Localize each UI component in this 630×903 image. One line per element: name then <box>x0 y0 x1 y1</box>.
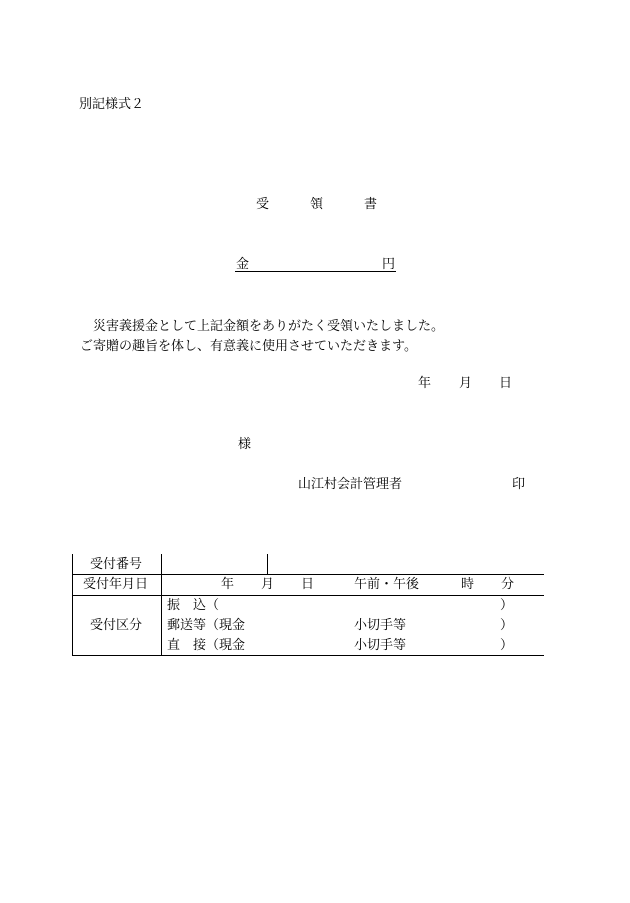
amount-underline <box>235 271 396 272</box>
receipt-number-label: 受付番号 <box>90 557 143 572</box>
seal-mark: 印 <box>512 477 526 492</box>
category-transfer-close: ） <box>500 598 514 613</box>
table-line-1 <box>72 574 544 575</box>
issuer-name: 山江村会計管理者 <box>298 477 403 492</box>
table-divider-label <box>161 554 162 655</box>
category-mail-check: 小切手等 <box>354 618 407 633</box>
amount-suffix: 円 <box>382 257 396 272</box>
category-direct-close: ） <box>500 638 514 653</box>
date-year-label: 年 <box>418 376 432 391</box>
category-label: 受付区分 <box>90 618 143 633</box>
receipt-minute: 分 <box>501 577 515 592</box>
category-mail-close: ） <box>500 618 514 633</box>
table-border-left <box>72 554 73 655</box>
table-line-2 <box>72 595 544 596</box>
receipt-date-day: 日 <box>301 577 315 592</box>
receipt-ampm: 午前・午後 <box>354 577 420 592</box>
receipt-date-year: 年 <box>221 577 235 592</box>
amount-prefix: 金 <box>236 257 250 272</box>
body-line-1: 災害義援金として上記金額をありがたく受領いたしました。 <box>93 319 445 334</box>
date-day-label: 日 <box>499 376 513 391</box>
table-line-bottom <box>72 655 544 656</box>
date-month-label: 月 <box>459 376 473 391</box>
title-char-2: 領 <box>310 197 324 212</box>
body-line-2: ご寄贈の趣旨を体し、有意義に使用させていただきます。 <box>80 339 417 354</box>
category-transfer-label: 振 込（ <box>167 598 220 613</box>
category-direct-check: 小切手等 <box>354 638 407 653</box>
title-char-3: 書 <box>364 197 378 212</box>
table-divider-number <box>267 554 268 574</box>
form-label: 別記様式２ <box>79 97 145 112</box>
receipt-hour: 時 <box>461 577 475 592</box>
category-direct-label: 直 接（現金 <box>167 638 246 653</box>
receipt-date-label: 受付年月日 <box>83 577 149 592</box>
receipt-date-month: 月 <box>261 577 275 592</box>
category-mail-label: 郵送等（現金 <box>167 618 246 633</box>
addressee-suffix: 様 <box>238 437 252 452</box>
title-char-1: 受 <box>256 197 270 212</box>
